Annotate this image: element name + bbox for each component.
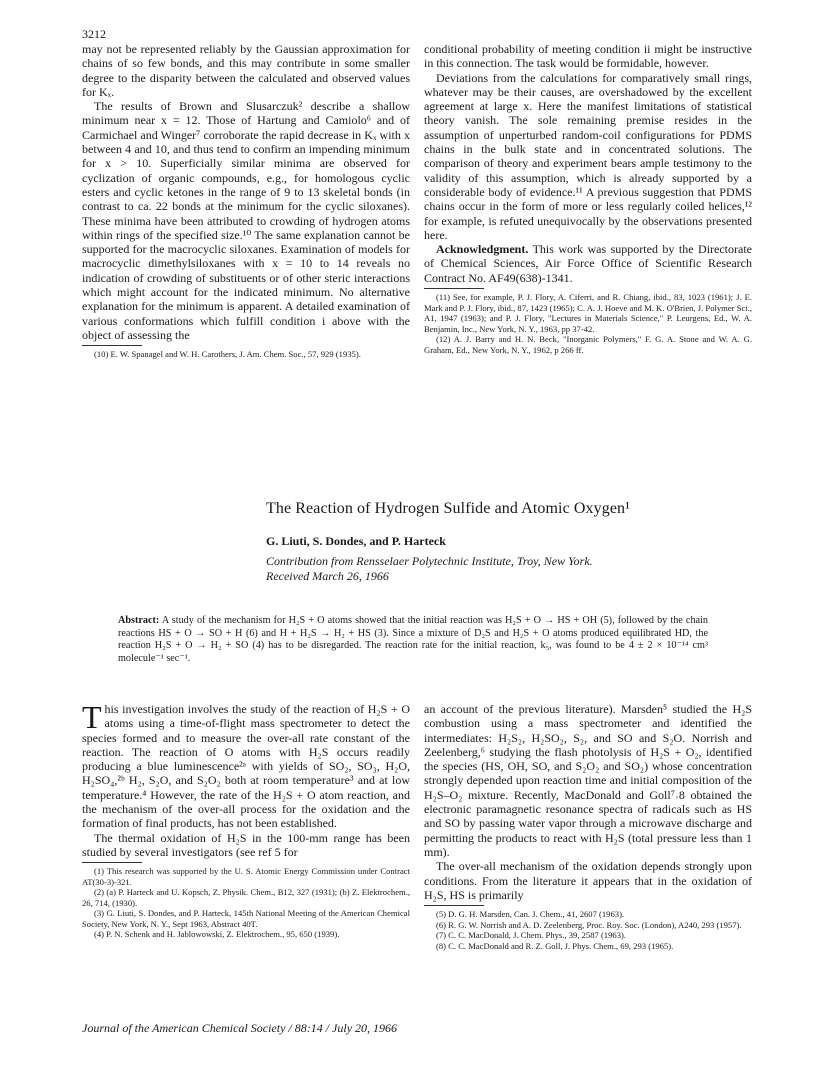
bottom-left-column — [82, 699, 410, 940]
affiliation — [266, 554, 593, 583]
acknowledgment-label: Acknowledgment. — [436, 242, 529, 257]
footnote-divider — [82, 345, 142, 346]
paragraph: The thermal oxidation of H₂S in the 100-mm range has been studied by several investigators (see ref 5 for — [82, 830, 410, 859]
footnote: (5) D. G. H. Marsden, Can. J. Chem., 41, 2607 (1963). — [436, 909, 625, 920]
paragraph: conditional probability of meeting condition ii might be instructive in this connection. The task would be formidable, however. — [424, 42, 752, 71]
abstract-label: Abstract: — [118, 615, 160, 626]
paragraph: Deviations from the calculations for comparatively small rings, whatever may be their causes, are overshadowed by the excellent agreement at large x. Here the manifest limitations of statistical theory vanish. The sole remaining premise resides in the assumption of unperturbed random-coil configurations for PDMS chains in the bulk state and in concentrated solutions. The comparison of theory and experiment bears ample testimony to the validity of this assumption, which is already supported by a considerable body of evidence.¹¹ A previous suggestion that PDMS chains occur in the form of more or less regularly coiled helices,¹² for example, is refuted unequivocally by the observations presented here. — [424, 70, 752, 242]
journal-footer: Journal of the American Chemical Society / 88:14 / July 20, 1966 — [82, 1021, 398, 1035]
footnote-divider — [82, 862, 142, 863]
footnote: (3) G. Liuti, S. Dondes, and P. Harteck, 145th National Meeting of the American Chemical Society, New York, N. Y., Sept 1963, Abstract 40T. — [82, 908, 410, 929]
paragraph: The over-all mechanism of the oxidation depends strongly upon conditions. From the literature it appears that in the oxidation of H₂S, HS is primarily — [424, 859, 752, 902]
footnote-divider — [424, 288, 484, 289]
drop-cap: T — [82, 699, 102, 735]
top-right-column — [424, 42, 752, 355]
top-left-column — [82, 42, 410, 360]
footnote: (7) C. C. MacDonald, J. Chem. Phys., 39, 2587 (1963). — [436, 930, 627, 941]
paragraph — [82, 699, 410, 831]
footnote: (12) A. J. Barry and H. N. Beck, "Inorganic Polymers," F. G. A. Stone and W. A. G. Graham, Ed., New York, N. Y., 1962, p 266 ff. — [424, 334, 752, 355]
acknowledgment-text: This work was supported by the Directorate of Chemical Sciences, Air Force Office of Scientific Research Contract No. AF49(638)-1341. — [424, 242, 752, 285]
footnote: (6) R. G. W. Norrish and A. D. Zeelenberg, Proc. Roy. Soc. (London), A240, 293 (1957). — [436, 919, 742, 930]
bottom-right-column — [424, 702, 752, 951]
footnote: (4) P. N. Schenk and H. Jablowowski, Z. Elektrochem., 95, 650 (1939). — [94, 929, 340, 940]
footnote: (10) E. W. Spanagel and W. H. Carothers, J. Am. Chem. Soc., 57, 929 (1935). — [94, 349, 361, 360]
acknowledgment — [424, 242, 752, 285]
footnote: (8) C. C. MacDonald and R. Z. Goll, J. Phys. Chem., 69, 293 (1965). — [436, 940, 674, 951]
authors: G. Liuti, S. Dondes, and P. Harteck — [266, 534, 446, 548]
footnote: (11) See, for example, P. J. Flory, A. Ciferri, and R. Chiang, ibid., 83, 1023 (1961); J. E. Mark and P. J. Flory, ibid., 87, 1423 (1965); C. A. J. Hoeve and M. K. O'Brien, J. Polymer Sci., A1, 1947 (1963); and P. J. Flory, "Lectures in Materials Science," P. Leurgens, Ed., W. A. Benjamin, Inc., New York, N. Y., 1963, pp 37-42. — [424, 292, 752, 334]
footnote-divider — [424, 905, 484, 906]
footnote: (1) This research was supported by the U. S. Atomic Energy Commission under Contract AT(30-3)-321. — [82, 866, 410, 887]
affiliation-institution: Contribution from Rensselaer Polytechnic Institute, Troy, New York. — [266, 554, 593, 568]
paragraph: may not be represented reliably by the Gaussian approximation for chains of so few bonds, and this may contribute in some smaller degree to the disparity between the calculated and observed values for Kₓ. — [82, 42, 410, 99]
paragraph: an account of the previous literature). Marsden⁵ studied the H₂S combustion using a mass spectrometer and identified the intermediates: H₂S₂, H₂SO₂, S₂, and SO and S₂O. Norrish and Zeelenberg,⁶ studying the flash photolysis of H₂S + O₂, identified the species (HS, OH, SO, and S₂O₂ and SO₂) whose concentration strongly depended upon reaction time and initial composition of the H₂S–O₂ mixture. Recently, MacDonald and Goll⁷˒8 obtained the electronic paramagnetic resonance spectra of radicals such as HS and SO by passing water vapor through a microwave discharge and permitting the products to react with H₂S (total pressure less than 1 mm). — [424, 702, 752, 859]
page-number: 3212 — [82, 27, 106, 41]
article-title: The Reaction of Hydrogen Sulfide and Atomic Oxygen¹ — [266, 500, 631, 517]
received-date: Received March 26, 1966 — [266, 568, 389, 583]
abstract-text: A study of the mechanism for H₂S + O atoms showed that the initial reaction was H₂S + O → HS + OH (5), followed by the chain reactions HS + O → SO + H (6) and H + H₂S → H₂ + HS (3). Since a mixture of D₂S and H₂S + O atoms produced equilibrated HD, the reaction H₂S + O → H₂ + SO (4) has to be disregarded. The reaction rate for the initial reaction, k₅, was found to be 4 ± 2 × 10⁻¹⁴ cm³ molecule⁻¹ sec⁻¹. — [118, 615, 708, 664]
abstract — [118, 615, 708, 665]
footnote: (2) (a) P. Harteck and U. Kopsch, Z. Physik. Chem., B12, 327 (1931); (b) Z. Elektrochem., 26, 714, (1930). — [82, 887, 410, 908]
paragraph: The results of Brown and Slusarczuk² describe a shallow minimum near x = 12. Those of Hartung and Camiolo⁶ and of Carmichael and Winger⁷ corroborate the rapid decrease in Kₓ with x between 4 and 10, and thus tend to confirm an impending minimum for x > 10. Superficially similar minima are observed for cyclization of organic compounds, e.g., for homologous cyclic esters and cyclic ketones in the range of 9 to 13 skeletal bonds (in contrast to ca. 22 bonds at the minimum for the cyclic siloxanes). These minima have been attributed to crowding of hydrogen atoms within rings of the specified size.¹⁰ The same explanation cannot be supported for the macrocyclic siloxanes. Examination of models for macrocyclic dimethylsiloxanes with x = 10 to 14 reveals no indication of crowding of substituents or of other steric interactions which might account for the indicated minimum. No alternative explanation for the minimum is apparent. A detailed examination of various conformations which fulfill condition i above with the object of assessing the — [82, 99, 410, 342]
intro-text: his investigation involves the study of the reaction of H₂S + O atoms using a time-of-flight mass spectrometer to detect the species formed and to measure the over-all rate constant of the reaction. The reaction of O atoms with H₂S occurs readily producing a blue luminescence²ᵃ with yields of SO₂, SO₃, H₂O, H₂SO₄,²ᵇ H₂, S₂O, and S₂O₂ both at room temperature³ and at low temperature.⁴ However, the rate of the H₂S + O atom reaction, and the mechanism of the over-all process for the oxidation and the formation of final products, has not been established. — [82, 702, 410, 831]
